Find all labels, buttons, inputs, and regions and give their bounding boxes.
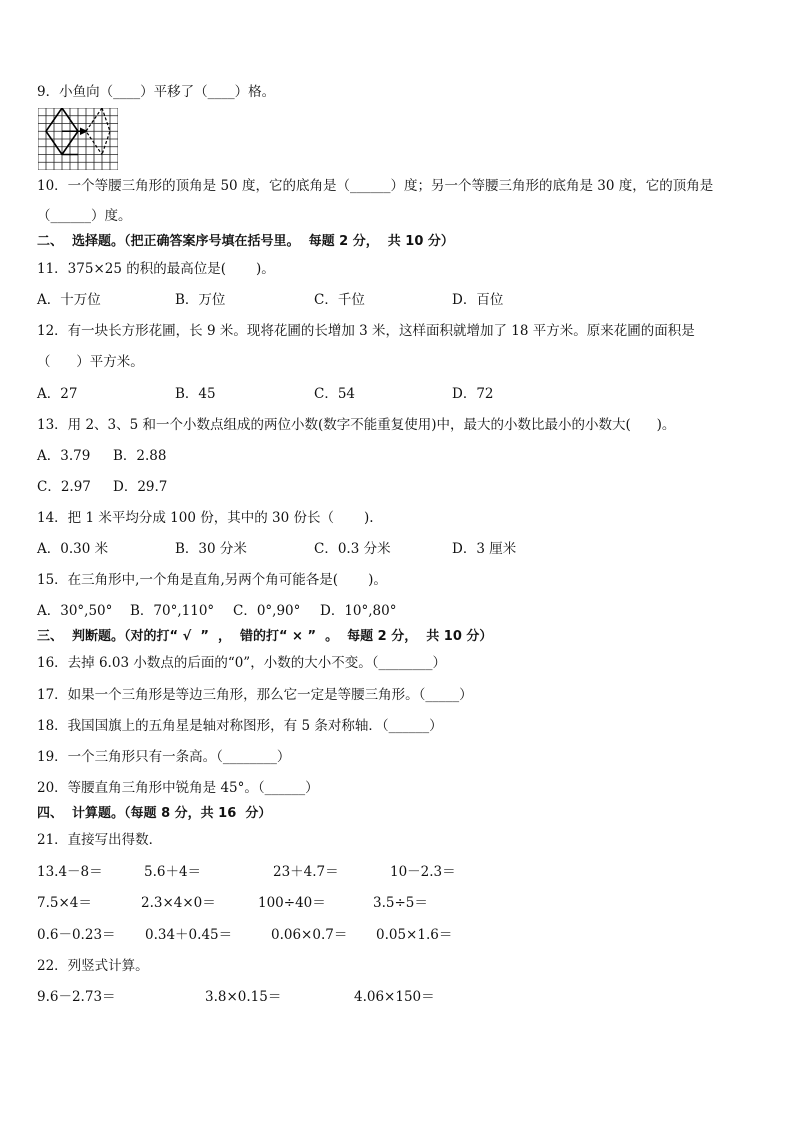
option-d: D．百位 (452, 292, 504, 308)
question-22: 22．列竖式计算。 (37, 958, 149, 974)
option-c: C．千位 (314, 292, 365, 308)
option-d: D．72 (452, 386, 494, 402)
question-10-line-2: （______）度。 (37, 208, 132, 224)
calc-item: 0.06×0.7＝ (271, 927, 348, 943)
arrow-right-icon (80, 128, 88, 136)
question-11: 11．375×25 的积的最高位是( )。 (37, 261, 275, 277)
calc-item: 10－2.3＝ (390, 864, 456, 880)
grid-lines (38, 108, 118, 170)
option-a: A．0.30 米 (37, 541, 109, 557)
option-a: A．27 (37, 386, 78, 402)
calc-item: 3.8×0.15＝ (205, 989, 282, 1005)
question-10-line-1: 10．一个等腰三角形的顶角是 50 度，它的底角是（______）度；另一个等腰三角形的底角是 30 度，它的顶角是 (37, 178, 714, 194)
section-4-title: 四、 计算题。（每题 8 分，共 16 分） (37, 806, 272, 821)
option-a: A．3.79 (37, 448, 91, 464)
question-16: 16．去掉 6.03 小数点的后面的“0”，小数的大小不变。（________） (37, 655, 446, 671)
calc-item: 13.4－8＝ (37, 864, 103, 880)
option-b: B．万位 (175, 292, 226, 308)
option-c: C．0.3 分米 (314, 541, 391, 557)
calc-item: 2.3×4×0＝ (141, 895, 216, 911)
option-c: C．2.97 (37, 479, 91, 495)
option-d: D．3 厘米 (452, 541, 517, 557)
calc-item: 3.5÷5＝ (373, 895, 428, 911)
question-19: 19．一个三角形只有一条高。（________） (37, 749, 291, 765)
option-b: B．30 分米 (175, 541, 247, 557)
calc-item: 0.6－0.23＝ (37, 927, 116, 943)
question-18: 18．我国国旗上的五角星是轴对称图形，有 5 条对称轴．（______） (37, 718, 443, 734)
option-b: B．2.88 (113, 448, 167, 464)
question-21: 21．直接写出得数． (37, 832, 163, 848)
question-15: 15．在三角形中,一个角是直角,另两个角可能各是( )。 (37, 572, 387, 588)
calc-item: 23＋4.7＝ (273, 864, 339, 880)
calc-item: 4.06×150＝ (354, 989, 435, 1005)
calc-item: 9.6－2.73＝ (37, 989, 116, 1005)
calc-item: 7.5×4＝ (37, 895, 92, 911)
option-d: D．29.7 (113, 479, 168, 495)
calc-item: 0.34＋0.45＝ (145, 927, 233, 943)
question-13: 13．用 2、3、5 和一个小数点组成的两位小数(数字不能重复使用)中，最大的小数比最小的小数大( )。 (37, 417, 676, 433)
option-b: B．45 (175, 386, 216, 402)
option-d: D．10°,80° (320, 603, 397, 619)
question-17: 17．如果一个三角形是等边三角形，那么它一定是等腰三角形。（_____） (37, 687, 473, 703)
section-2-title: 二、 选择题。（把正确答案序号填在括号里。 每题 2 分， 共 10 分） (37, 234, 454, 249)
calc-item: 5.6＋4＝ (144, 864, 202, 880)
question-20: 20．等腰直角三角形中锐角是 45°。（______） (37, 780, 319, 796)
calc-item: 0.05×1.6＝ (376, 927, 453, 943)
option-a: A．十万位 (37, 292, 101, 308)
section-3-title: 三、 判断题。（对的打“ √ ” ， 错的打“ × ” 。 每题 2 分， 共 10 分） (37, 629, 493, 644)
option-b: B．70°,110° (130, 603, 215, 619)
question-14: 14．把 1 米平均分成 100 份，其中的 30 份长（ ). (37, 510, 374, 526)
question-12-line-2: （ ）平方米。 (37, 354, 144, 370)
calc-item: 100÷40＝ (258, 895, 326, 911)
option-c: C．0°,90° (233, 603, 301, 619)
option-c: C．54 (314, 386, 356, 402)
question-12-line-1: 12．有一块长方形花圃，长 9 米。现将花圃的长增加 3 米，这样面积就增加了 18 平方米。原来花圃的面积是 (37, 323, 695, 339)
fish-grid-figure (38, 108, 118, 170)
option-a: A．30°,50° (37, 603, 113, 619)
question-9: 9．小鱼向（____）平移了（____）格。 (37, 84, 276, 100)
